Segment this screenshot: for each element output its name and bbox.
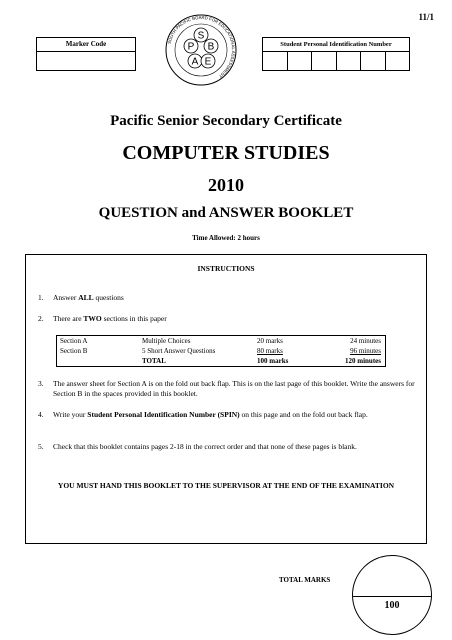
instruction-text: questions — [93, 293, 124, 302]
total-marks-circle — [352, 555, 432, 635]
section-marks: 20 marks — [257, 337, 283, 345]
time-allowed: Time Allowed: 2 hours — [192, 234, 260, 242]
logo-letter-s: S — [197, 30, 205, 42]
spin-digit-field[interactable] — [288, 52, 313, 71]
total-marks: 100 marks — [257, 357, 289, 365]
spin-digit-field[interactable] — [386, 52, 410, 71]
instruction-number: 3. — [38, 379, 44, 388]
divider — [353, 596, 431, 597]
instruction-number: 2. — [38, 314, 44, 323]
logo-letter-e: E — [204, 56, 212, 68]
table-row — [57, 346, 385, 356]
section-time: 96 minutes — [350, 347, 381, 355]
logo-letter-p: P — [187, 41, 195, 53]
instruction-text: Answer — [53, 293, 79, 302]
total-marks-label: TOTAL MARKS — [279, 576, 331, 584]
instruction-emphasis: TWO — [83, 314, 102, 323]
marker-code-label: Marker Code — [37, 38, 135, 52]
logo-letter-b: B — [207, 41, 215, 53]
section-time: 24 minutes — [350, 337, 381, 345]
table-total-row — [57, 356, 385, 366]
certificate-subtitle: Pacific Senior Secondary Certificate — [110, 113, 342, 129]
spin-label: Student Personal Identification Number — [263, 38, 409, 52]
instruction-emphasis: ALL — [78, 293, 94, 302]
total-label: TOTAL — [142, 357, 166, 365]
page-code: 11/1 — [418, 12, 434, 22]
total-time: 120 minutes — [345, 357, 381, 365]
spin-digit-field[interactable] — [312, 52, 337, 71]
instruction-item-1 — [38, 293, 418, 303]
section-type: Multiple Choices — [142, 337, 191, 345]
instruction-item-4 — [38, 410, 418, 420]
instruction-text: sections in this paper — [101, 314, 167, 323]
logo-ring-text: SOUTH PACIFIC BOARD FOR EDUCATIONAL ASSESSMENT — [166, 14, 237, 79]
section-marks: 80 marks — [257, 347, 283, 355]
instruction-text: Check that this booklet contains pages 2-18 in the correct order and that none of these pages is blank. — [53, 442, 357, 451]
instruction-item-3 — [38, 379, 418, 399]
spin-digit-field[interactable] — [337, 52, 362, 71]
section-name: Section A — [60, 337, 88, 345]
spbea-logo — [165, 14, 237, 86]
instruction-text: The answer sheet for Section A is on the fold out back flap. This is on the last page of this booklet. Write the answers for Section B in the spaces provided in this booklet. — [53, 379, 415, 398]
instruction-emphasis: Student Personal Identification Number (SPIN) — [87, 410, 240, 419]
instruction-number: 4. — [38, 410, 44, 419]
table-row — [57, 336, 385, 346]
section-name: Section B — [60, 347, 88, 355]
instruction-item-2 — [38, 314, 418, 324]
spin-digit-field[interactable] — [263, 52, 288, 71]
instruction-number: 5. — [38, 442, 44, 451]
instruction-text: There are — [53, 314, 84, 323]
section-type: 5 Short Answer Questions — [142, 347, 216, 355]
exam-year: 2010 — [208, 175, 244, 195]
exam-title: COMPUTER STUDIES — [122, 142, 330, 164]
booklet-title: QUESTION and ANSWER BOOKLET — [98, 205, 354, 221]
instruction-text: Write your — [53, 410, 88, 419]
marker-code-field[interactable] — [37, 52, 135, 71]
spin-box — [262, 37, 410, 71]
sections-table — [56, 335, 386, 367]
hand-in-notice: YOU MUST HAND THIS BOOKLET TO THE SUPERVISOR AT THE END OF THE EXAMINATION — [57, 481, 395, 490]
instruction-number: 1. — [38, 293, 44, 302]
instruction-item-5 — [38, 442, 418, 452]
marker-code-box — [36, 37, 136, 71]
total-marks-value: 100 — [384, 600, 400, 611]
logo-letter-a: A — [191, 56, 199, 68]
instruction-text: on this page and on the fold out back flap. — [239, 410, 368, 419]
spin-digit-field[interactable] — [361, 52, 386, 71]
instructions-heading: INSTRUCTIONS — [197, 264, 255, 273]
instructions-box — [25, 254, 427, 544]
